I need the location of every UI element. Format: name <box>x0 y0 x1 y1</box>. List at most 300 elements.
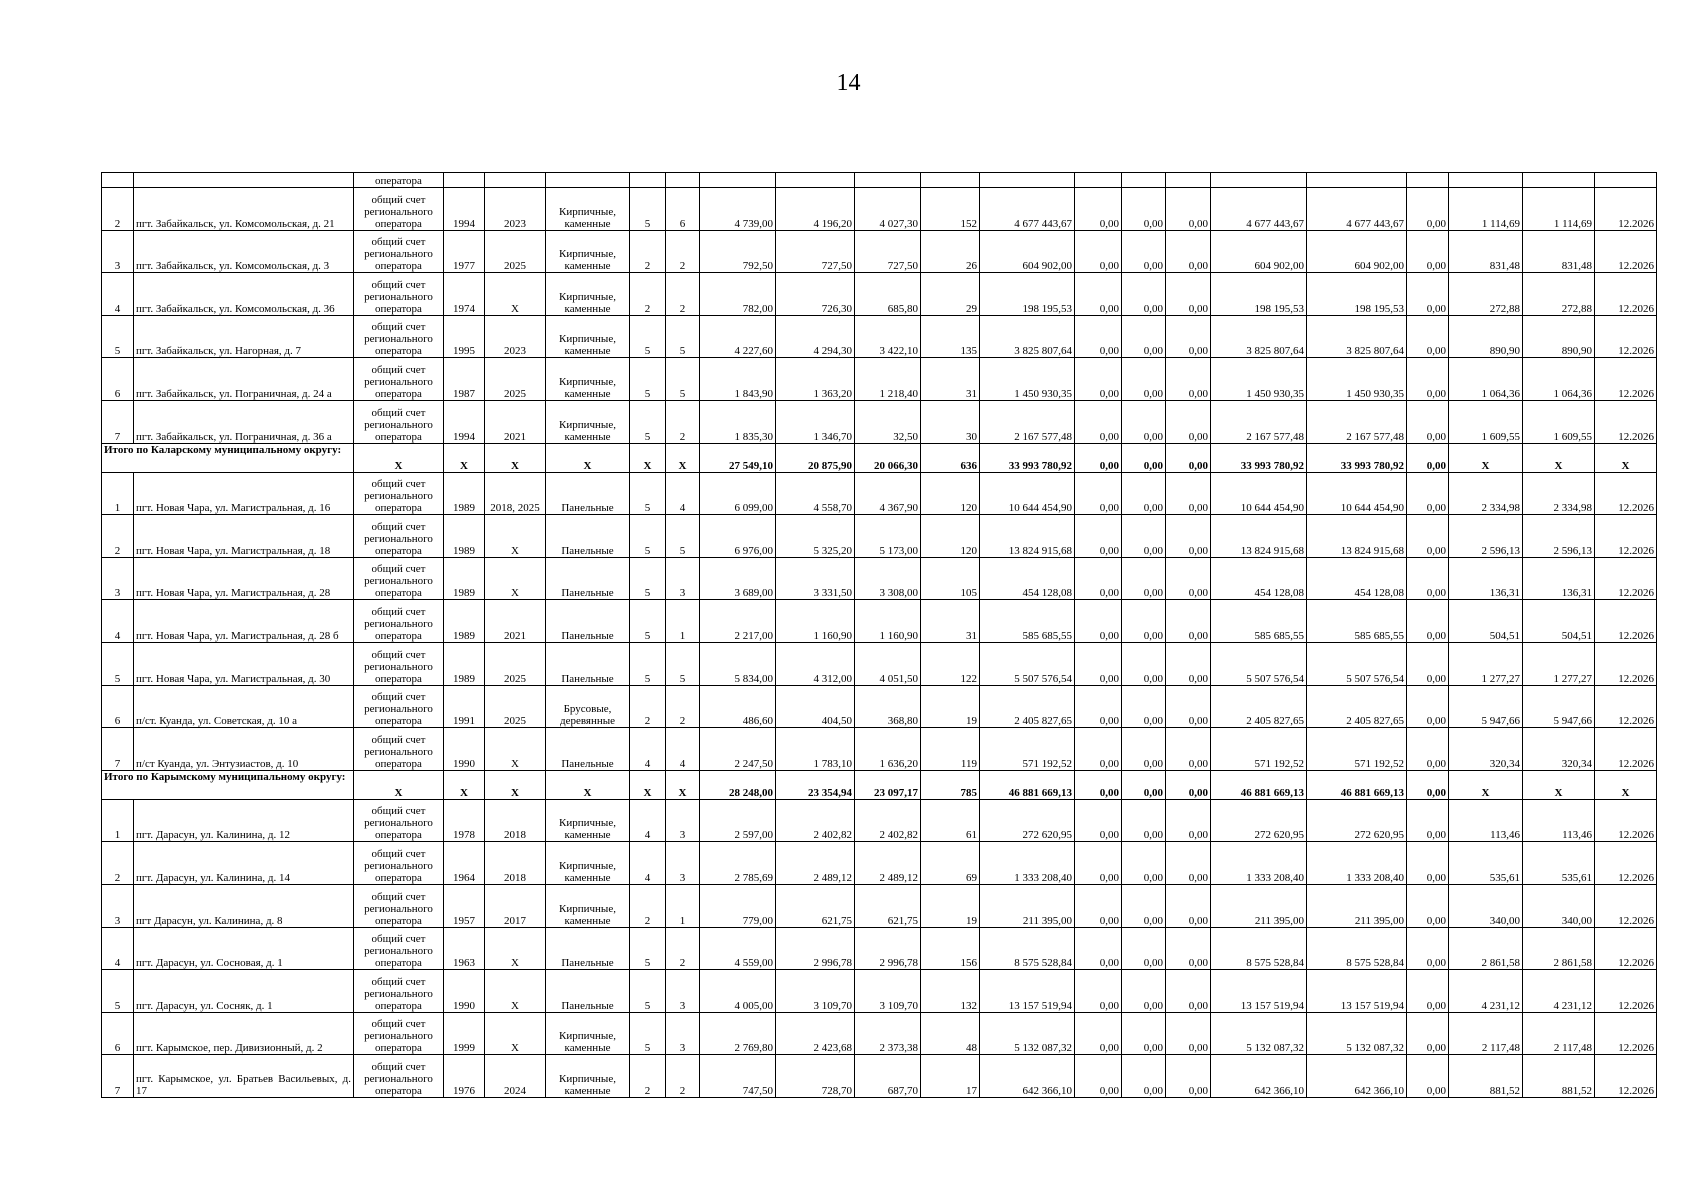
entrances-cell: 3 <box>666 970 700 1013</box>
unit-limit-cell: 272,88 <box>1523 273 1595 316</box>
premises-area-cell: 2 489,12 <box>776 842 855 885</box>
wall-material-cell: Панельные <box>546 600 630 643</box>
cost-regional-cell: 0,00 <box>1122 273 1166 316</box>
unit-limit-cell: 504,51 <box>1523 600 1595 643</box>
total-wall-material-cell: Х <box>546 443 630 472</box>
account-cell: общий счет регионального оператора <box>354 515 444 558</box>
cost-other-cell: 0,00 <box>1407 927 1449 970</box>
total-residents-cell: 636 <box>921 443 980 472</box>
residents-cell: 30 <box>921 400 980 443</box>
section-total-label: Итого по Каларскому муниципальному округу: <box>102 443 354 472</box>
year-built-cell: 1964 <box>444 842 485 885</box>
table-row <box>102 273 1657 316</box>
cost-federal-cell: 0,00 <box>1075 358 1122 401</box>
row-number-cell: 3 <box>102 230 134 273</box>
cost-total-cell: 13 824 915,68 <box>980 515 1075 558</box>
entrances-cell: 3 <box>666 1012 700 1055</box>
address-cell: пгт. Забайкальск, ул. Нагорная, д. 7 <box>134 315 354 358</box>
total-cost-owners-cell: 46 881 669,13 <box>1211 770 1307 799</box>
row-number-cell: 4 <box>102 273 134 316</box>
total-area-cell: 2 785,69 <box>700 842 776 885</box>
cost-fund-cell: 1 450 930,35 <box>1307 358 1407 401</box>
cost-owners-cell: 13 157 519,94 <box>1211 970 1307 1013</box>
table-row <box>102 927 1657 970</box>
address-cell: пгт. Забайкальск, ул. Комсомольская, д. 36 <box>134 273 354 316</box>
total-living-area-cell: 20 066,30 <box>855 443 921 472</box>
unit-limit-cell: 1 064,36 <box>1523 358 1595 401</box>
cost-regional-cell: 0,00 <box>1122 1055 1166 1098</box>
unit-limit-cell: 2 117,48 <box>1523 1012 1595 1055</box>
premises-area-cell: 4 558,70 <box>776 472 855 515</box>
total-deadline-cell: Х <box>1595 443 1657 472</box>
cost-total-cell: 10 644 454,90 <box>980 472 1075 515</box>
table-row <box>102 557 1657 600</box>
total-floors-cell: Х <box>630 770 666 799</box>
floors-cell: 5 <box>630 315 666 358</box>
repair-year-cell: Х <box>485 557 546 600</box>
cost-municipal-cell: 0,00 <box>1166 927 1211 970</box>
address-cell: пгт. Забайкальск, ул. Комсомольская, д. 3 <box>134 230 354 273</box>
entrances-cell: 3 <box>666 799 700 842</box>
cost-other-cell: 0,00 <box>1407 472 1449 515</box>
unit-cost-cell: 272,88 <box>1449 273 1523 316</box>
cost-owners-cell: 2 167 577,48 <box>1211 400 1307 443</box>
cost-other-cell: 0,00 <box>1407 188 1449 231</box>
unit-cost-cell: 320,34 <box>1449 728 1523 771</box>
table-row <box>102 799 1657 842</box>
wall-material-cell: Брусовые, деревянные <box>546 685 630 728</box>
cost-total-cell: 5 132 087,32 <box>980 1012 1075 1055</box>
living-area-cell: 4 367,90 <box>855 472 921 515</box>
cost-fund-cell: 10 644 454,90 <box>1307 472 1407 515</box>
cost-total-cell: 2 405 827,65 <box>980 685 1075 728</box>
residents-cell: 120 <box>921 472 980 515</box>
floors-cell: 5 <box>630 600 666 643</box>
year-built-cell: 1989 <box>444 515 485 558</box>
table-row <box>102 970 1657 1013</box>
living-area-cell: 4 027,30 <box>855 188 921 231</box>
unit-limit-cell: 1 114,69 <box>1523 188 1595 231</box>
cost-total-cell: 198 195,53 <box>980 273 1075 316</box>
deadline-cell: 12.2026 <box>1595 472 1657 515</box>
year-built-cell: 1957 <box>444 884 485 927</box>
year-built-cell: 1989 <box>444 472 485 515</box>
repair-year-cell: 2018 <box>485 799 546 842</box>
wall-material-cell: Кирпичные, каменные <box>546 1055 630 1098</box>
residents-cell: 29 <box>921 273 980 316</box>
cost-fund-cell: 4 677 443,67 <box>1307 188 1407 231</box>
cost-owners-cell: 571 192,52 <box>1211 728 1307 771</box>
wall-material-cell: Кирпичные, каменные <box>546 400 630 443</box>
cost-regional-cell: 0,00 <box>1122 970 1166 1013</box>
deadline-cell: 12.2026 <box>1595 842 1657 885</box>
wall-material-cell: Панельные <box>546 472 630 515</box>
entrances-cell: 2 <box>666 230 700 273</box>
deadline-cell: 12.2026 <box>1595 600 1657 643</box>
cost-other-cell: 0,00 <box>1407 315 1449 358</box>
address-cell: п/ст. Куанда, ул. Советская, д. 10 а <box>134 685 354 728</box>
unit-limit-cell: 4 231,12 <box>1523 970 1595 1013</box>
table-row <box>102 842 1657 885</box>
cost-total-cell: 3 825 807,64 <box>980 315 1075 358</box>
wall-material-cell: Кирпичные, каменные <box>546 799 630 842</box>
cost-municipal-cell: 0,00 <box>1166 230 1211 273</box>
cost-total-cell: 272 620,95 <box>980 799 1075 842</box>
repair-year-cell: 2017 <box>485 884 546 927</box>
row-number-cell: 5 <box>102 315 134 358</box>
table-row <box>102 600 1657 643</box>
floors-cell: 2 <box>630 1055 666 1098</box>
total-unit-limit-cell: Х <box>1523 770 1595 799</box>
cost-regional-cell: 0,00 <box>1122 358 1166 401</box>
residents-cell: 105 <box>921 557 980 600</box>
repair-year-cell: 2018, 2025 <box>485 472 546 515</box>
cost-other-cell: 0,00 <box>1407 1055 1449 1098</box>
account-cell: общий счет регионального оператора <box>354 884 444 927</box>
cost-fund-cell: 604 902,00 <box>1307 230 1407 273</box>
repair-year-cell: Х <box>485 970 546 1013</box>
table-row <box>102 1012 1657 1055</box>
cost-total-cell: 5 507 576,54 <box>980 642 1075 685</box>
unit-cost-cell: 2 334,98 <box>1449 472 1523 515</box>
year-built-cell: 1990 <box>444 970 485 1013</box>
total-entrances-cell: Х <box>666 443 700 472</box>
row-number-cell: 6 <box>102 1012 134 1055</box>
section-total-label: Итого по Карымскому муниципальному округу: <box>102 770 354 799</box>
cost-federal-cell: 0,00 <box>1075 1012 1122 1055</box>
floors-cell: 5 <box>630 970 666 1013</box>
unit-limit-cell: 136,31 <box>1523 557 1595 600</box>
year-built-cell: 1989 <box>444 557 485 600</box>
entrances-cell: 4 <box>666 472 700 515</box>
cost-total-cell: 13 157 519,94 <box>980 970 1075 1013</box>
unit-cost-cell: 2 861,58 <box>1449 927 1523 970</box>
cost-other-cell: 0,00 <box>1407 884 1449 927</box>
cost-owners-cell: 642 366,10 <box>1211 1055 1307 1098</box>
unit-limit-cell: 2 596,13 <box>1523 515 1595 558</box>
cost-regional-cell: 0,00 <box>1122 472 1166 515</box>
wall-material-cell: Панельные <box>546 728 630 771</box>
floors-cell: 5 <box>630 642 666 685</box>
floors-cell: 4 <box>630 728 666 771</box>
residents-cell: 152 <box>921 188 980 231</box>
total-cost-other-cell: 0,00 <box>1407 443 1449 472</box>
cost-owners-cell: 585 685,55 <box>1211 600 1307 643</box>
total-area-cell: 2 597,00 <box>700 799 776 842</box>
cost-federal-cell: 0,00 <box>1075 557 1122 600</box>
cost-regional-cell: 0,00 <box>1122 230 1166 273</box>
entrances-cell: 5 <box>666 358 700 401</box>
row-number-cell: 2 <box>102 188 134 231</box>
address-cell: пгт. Забайкальск, ул. Пограничная, д. 24 а <box>134 358 354 401</box>
address-cell: пгт. Дарасун, ул. Сосняк, д. 1 <box>134 970 354 1013</box>
premises-area-cell: 621,75 <box>776 884 855 927</box>
total-cost-regional-cell: 0,00 <box>1122 770 1166 799</box>
unit-cost-cell: 890,90 <box>1449 315 1523 358</box>
premises-area-cell: 3 331,50 <box>776 557 855 600</box>
living-area-cell: 685,80 <box>855 273 921 316</box>
total-cost-municipal-cell: 0,00 <box>1166 770 1211 799</box>
address-cell: пгт. Новая Чара, ул. Магистральная, д. 28 б <box>134 600 354 643</box>
unit-cost-cell: 504,51 <box>1449 600 1523 643</box>
unit-cost-cell: 2 596,13 <box>1449 515 1523 558</box>
deadline-cell: 12.2026 <box>1595 358 1657 401</box>
unit-cost-cell: 1 064,36 <box>1449 358 1523 401</box>
deadline-cell: 12.2026 <box>1595 315 1657 358</box>
entrances-cell: 2 <box>666 927 700 970</box>
continuation-row <box>102 173 1657 188</box>
total-repair-year-cell: Х <box>485 443 546 472</box>
unit-cost-cell: 535,61 <box>1449 842 1523 885</box>
residents-cell: 132 <box>921 970 980 1013</box>
cost-municipal-cell: 0,00 <box>1166 400 1211 443</box>
cost-federal-cell: 0,00 <box>1075 970 1122 1013</box>
cost-owners-cell: 454 128,08 <box>1211 557 1307 600</box>
deadline-cell: 12.2026 <box>1595 515 1657 558</box>
residents-cell: 48 <box>921 1012 980 1055</box>
wall-material-cell: Кирпичные, каменные <box>546 358 630 401</box>
cost-other-cell: 0,00 <box>1407 400 1449 443</box>
total-area-cell: 5 834,00 <box>700 642 776 685</box>
premises-area-cell: 2 402,82 <box>776 799 855 842</box>
repair-year-cell: 2025 <box>485 230 546 273</box>
year-built-cell: 1974 <box>444 273 485 316</box>
account-cell: общий счет регионального оператора <box>354 557 444 600</box>
cost-federal-cell: 0,00 <box>1075 842 1122 885</box>
total-account-cell: Х <box>354 443 444 472</box>
unit-limit-cell: 320,34 <box>1523 728 1595 771</box>
unit-cost-cell: 1 277,27 <box>1449 642 1523 685</box>
total-area-cell: 486,60 <box>700 685 776 728</box>
living-area-cell: 621,75 <box>855 884 921 927</box>
cost-federal-cell: 0,00 <box>1075 472 1122 515</box>
living-area-cell: 687,70 <box>855 1055 921 1098</box>
account-cell: общий счет регионального оператора <box>354 273 444 316</box>
total-area-cell: 2 769,80 <box>700 1012 776 1055</box>
premises-area-cell: 1 363,20 <box>776 358 855 401</box>
living-area-cell: 368,80 <box>855 685 921 728</box>
account-cell: общий счет регионального оператора <box>354 230 444 273</box>
cost-federal-cell: 0,00 <box>1075 728 1122 771</box>
repair-year-cell: 2018 <box>485 842 546 885</box>
cost-other-cell: 0,00 <box>1407 685 1449 728</box>
unit-limit-cell: 1 277,27 <box>1523 642 1595 685</box>
wall-material-cell: Панельные <box>546 970 630 1013</box>
cost-fund-cell: 571 192,52 <box>1307 728 1407 771</box>
total-repair-year-cell: Х <box>485 770 546 799</box>
cost-fund-cell: 3 825 807,64 <box>1307 315 1407 358</box>
total-area-cell: 4 227,60 <box>700 315 776 358</box>
account-cell: общий счет регионального оператора <box>354 315 444 358</box>
cost-federal-cell: 0,00 <box>1075 230 1122 273</box>
wall-material-cell: Кирпичные, каменные <box>546 1012 630 1055</box>
cost-municipal-cell: 0,00 <box>1166 188 1211 231</box>
wall-material-cell: Кирпичные, каменные <box>546 884 630 927</box>
total-area-cell: 4 559,00 <box>700 927 776 970</box>
total-cost-municipal-cell: 0,00 <box>1166 443 1211 472</box>
cost-owners-cell: 1 333 208,40 <box>1211 842 1307 885</box>
account-cell: общий счет регионального оператора <box>354 1012 444 1055</box>
unit-limit-cell: 113,46 <box>1523 799 1595 842</box>
cost-total-cell: 2 167 577,48 <box>980 400 1075 443</box>
cost-fund-cell: 272 620,95 <box>1307 799 1407 842</box>
living-area-cell: 1 160,90 <box>855 600 921 643</box>
account-cell: общий счет регионального оператора <box>354 188 444 231</box>
residents-cell: 31 <box>921 358 980 401</box>
deadline-cell: 12.2026 <box>1595 1055 1657 1098</box>
residents-cell: 120 <box>921 515 980 558</box>
cost-other-cell: 0,00 <box>1407 600 1449 643</box>
year-built-cell: 1976 <box>444 1055 485 1098</box>
cost-owners-cell: 2 405 827,65 <box>1211 685 1307 728</box>
floors-cell: 4 <box>630 842 666 885</box>
deadline-cell: 12.2026 <box>1595 884 1657 927</box>
cost-owners-cell: 272 620,95 <box>1211 799 1307 842</box>
total-cost-fund-cell: 46 881 669,13 <box>1307 770 1407 799</box>
wall-material-cell: Кирпичные, каменные <box>546 230 630 273</box>
cost-total-cell: 1 333 208,40 <box>980 842 1075 885</box>
cost-total-cell: 8 575 528,84 <box>980 927 1075 970</box>
total-cost-other-cell: 0,00 <box>1407 770 1449 799</box>
living-area-cell: 2 402,82 <box>855 799 921 842</box>
cost-federal-cell: 0,00 <box>1075 884 1122 927</box>
table-row <box>102 188 1657 231</box>
total-cost-total-cell: 33 993 780,92 <box>980 443 1075 472</box>
total-living-area-cell: 23 097,17 <box>855 770 921 799</box>
row-number-cell: 2 <box>102 842 134 885</box>
account-cell: общий счет регионального оператора <box>354 685 444 728</box>
address-cell: пгт. Забайкальск, ул. Пограничная, д. 36 а <box>134 400 354 443</box>
deadline-cell: 12.2026 <box>1595 970 1657 1013</box>
premises-area-cell: 1 160,90 <box>776 600 855 643</box>
cost-regional-cell: 0,00 <box>1122 927 1166 970</box>
living-area-cell: 3 308,00 <box>855 557 921 600</box>
wall-material-cell: Кирпичные, каменные <box>546 188 630 231</box>
entrances-cell: 1 <box>666 600 700 643</box>
premises-area-cell: 4 312,00 <box>776 642 855 685</box>
total-unit-cost-cell: Х <box>1449 770 1523 799</box>
entrances-cell: 2 <box>666 685 700 728</box>
year-built-cell: 1978 <box>444 799 485 842</box>
cost-municipal-cell: 0,00 <box>1166 842 1211 885</box>
account-cell: оператора <box>354 173 444 188</box>
premises-area-cell: 728,70 <box>776 1055 855 1098</box>
residents-cell: 69 <box>921 842 980 885</box>
cost-total-cell: 571 192,52 <box>980 728 1075 771</box>
cost-regional-cell: 0,00 <box>1122 315 1166 358</box>
cost-fund-cell: 642 366,10 <box>1307 1055 1407 1098</box>
cost-owners-cell: 1 450 930,35 <box>1211 358 1307 401</box>
cost-municipal-cell: 0,00 <box>1166 557 1211 600</box>
repair-year-cell: Х <box>485 1012 546 1055</box>
account-cell: общий счет регионального оператора <box>354 970 444 1013</box>
deadline-cell: 12.2026 <box>1595 557 1657 600</box>
floors-cell: 5 <box>630 515 666 558</box>
year-built-cell: 1977 <box>444 230 485 273</box>
premises-area-cell: 4 294,30 <box>776 315 855 358</box>
cost-regional-cell: 0,00 <box>1122 799 1166 842</box>
account-cell: общий счет регионального оператора <box>354 728 444 771</box>
total-premises-area-cell: 23 354,94 <box>776 770 855 799</box>
registry-body <box>102 173 1657 1098</box>
cost-municipal-cell: 0,00 <box>1166 1012 1211 1055</box>
cost-regional-cell: 0,00 <box>1122 685 1166 728</box>
year-built-cell: 1995 <box>444 315 485 358</box>
premises-area-cell: 1 783,10 <box>776 728 855 771</box>
total-area-cell: 1 835,30 <box>700 400 776 443</box>
cost-total-cell: 642 366,10 <box>980 1055 1075 1098</box>
cost-municipal-cell: 0,00 <box>1166 685 1211 728</box>
cost-fund-cell: 585 685,55 <box>1307 600 1407 643</box>
address-cell: пгт. Забайкальск, ул. Комсомольская, д. 21 <box>134 188 354 231</box>
cost-owners-cell: 4 677 443,67 <box>1211 188 1307 231</box>
cost-municipal-cell: 0,00 <box>1166 515 1211 558</box>
table-row <box>102 642 1657 685</box>
floors-cell: 5 <box>630 188 666 231</box>
repair-year-cell: Х <box>485 728 546 771</box>
total-cost-total-cell: 46 881 669,13 <box>980 770 1075 799</box>
cost-owners-cell: 211 395,00 <box>1211 884 1307 927</box>
total-deadline-cell: Х <box>1595 770 1657 799</box>
cost-federal-cell: 0,00 <box>1075 273 1122 316</box>
cost-regional-cell: 0,00 <box>1122 188 1166 231</box>
living-area-cell: 727,50 <box>855 230 921 273</box>
cost-municipal-cell: 0,00 <box>1166 315 1211 358</box>
repair-year-cell: 2023 <box>485 315 546 358</box>
unit-cost-cell: 340,00 <box>1449 884 1523 927</box>
cost-fund-cell: 13 157 519,94 <box>1307 970 1407 1013</box>
entrances-cell: 2 <box>666 1055 700 1098</box>
cost-total-cell: 585 685,55 <box>980 600 1075 643</box>
floors-cell: 4 <box>630 799 666 842</box>
year-built-cell: 1994 <box>444 188 485 231</box>
total-total-area-cell: 28 248,00 <box>700 770 776 799</box>
address-cell: п/ст Куанда, ул. Энтузиастов, д. 10 <box>134 728 354 771</box>
unit-limit-cell: 831,48 <box>1523 230 1595 273</box>
total-area-cell: 779,00 <box>700 884 776 927</box>
total-cost-federal-cell: 0,00 <box>1075 443 1122 472</box>
cost-fund-cell: 2 405 827,65 <box>1307 685 1407 728</box>
deadline-cell: 12.2026 <box>1595 1012 1657 1055</box>
wall-material-cell: Панельные <box>546 642 630 685</box>
cost-owners-cell: 3 825 807,64 <box>1211 315 1307 358</box>
floors-cell: 2 <box>630 685 666 728</box>
residents-cell: 31 <box>921 600 980 643</box>
row-number-cell: 2 <box>102 515 134 558</box>
table-row <box>102 884 1657 927</box>
floors-cell: 5 <box>630 927 666 970</box>
unit-limit-cell: 2 861,58 <box>1523 927 1595 970</box>
repair-year-cell: 2025 <box>485 685 546 728</box>
unit-cost-cell: 2 117,48 <box>1449 1012 1523 1055</box>
table-row <box>102 315 1657 358</box>
total-area-cell: 3 689,00 <box>700 557 776 600</box>
cost-fund-cell: 5 132 087,32 <box>1307 1012 1407 1055</box>
floors-cell: 5 <box>630 557 666 600</box>
cost-municipal-cell: 0,00 <box>1166 642 1211 685</box>
cost-owners-cell: 198 195,53 <box>1211 273 1307 316</box>
address-cell: пгт. Дарасун, ул. Калинина, д. 12 <box>134 799 354 842</box>
row-number-cell: 3 <box>102 557 134 600</box>
cost-fund-cell: 13 824 915,68 <box>1307 515 1407 558</box>
year-built-cell: 1989 <box>444 642 485 685</box>
living-area-cell: 1 218,40 <box>855 358 921 401</box>
total-entrances-cell: Х <box>666 770 700 799</box>
row-number-cell: 5 <box>102 642 134 685</box>
account-cell: общий счет регионального оператора <box>354 472 444 515</box>
cost-federal-cell: 0,00 <box>1075 642 1122 685</box>
address-cell: пгт. Дарасун, ул. Сосновая, д. 1 <box>134 927 354 970</box>
